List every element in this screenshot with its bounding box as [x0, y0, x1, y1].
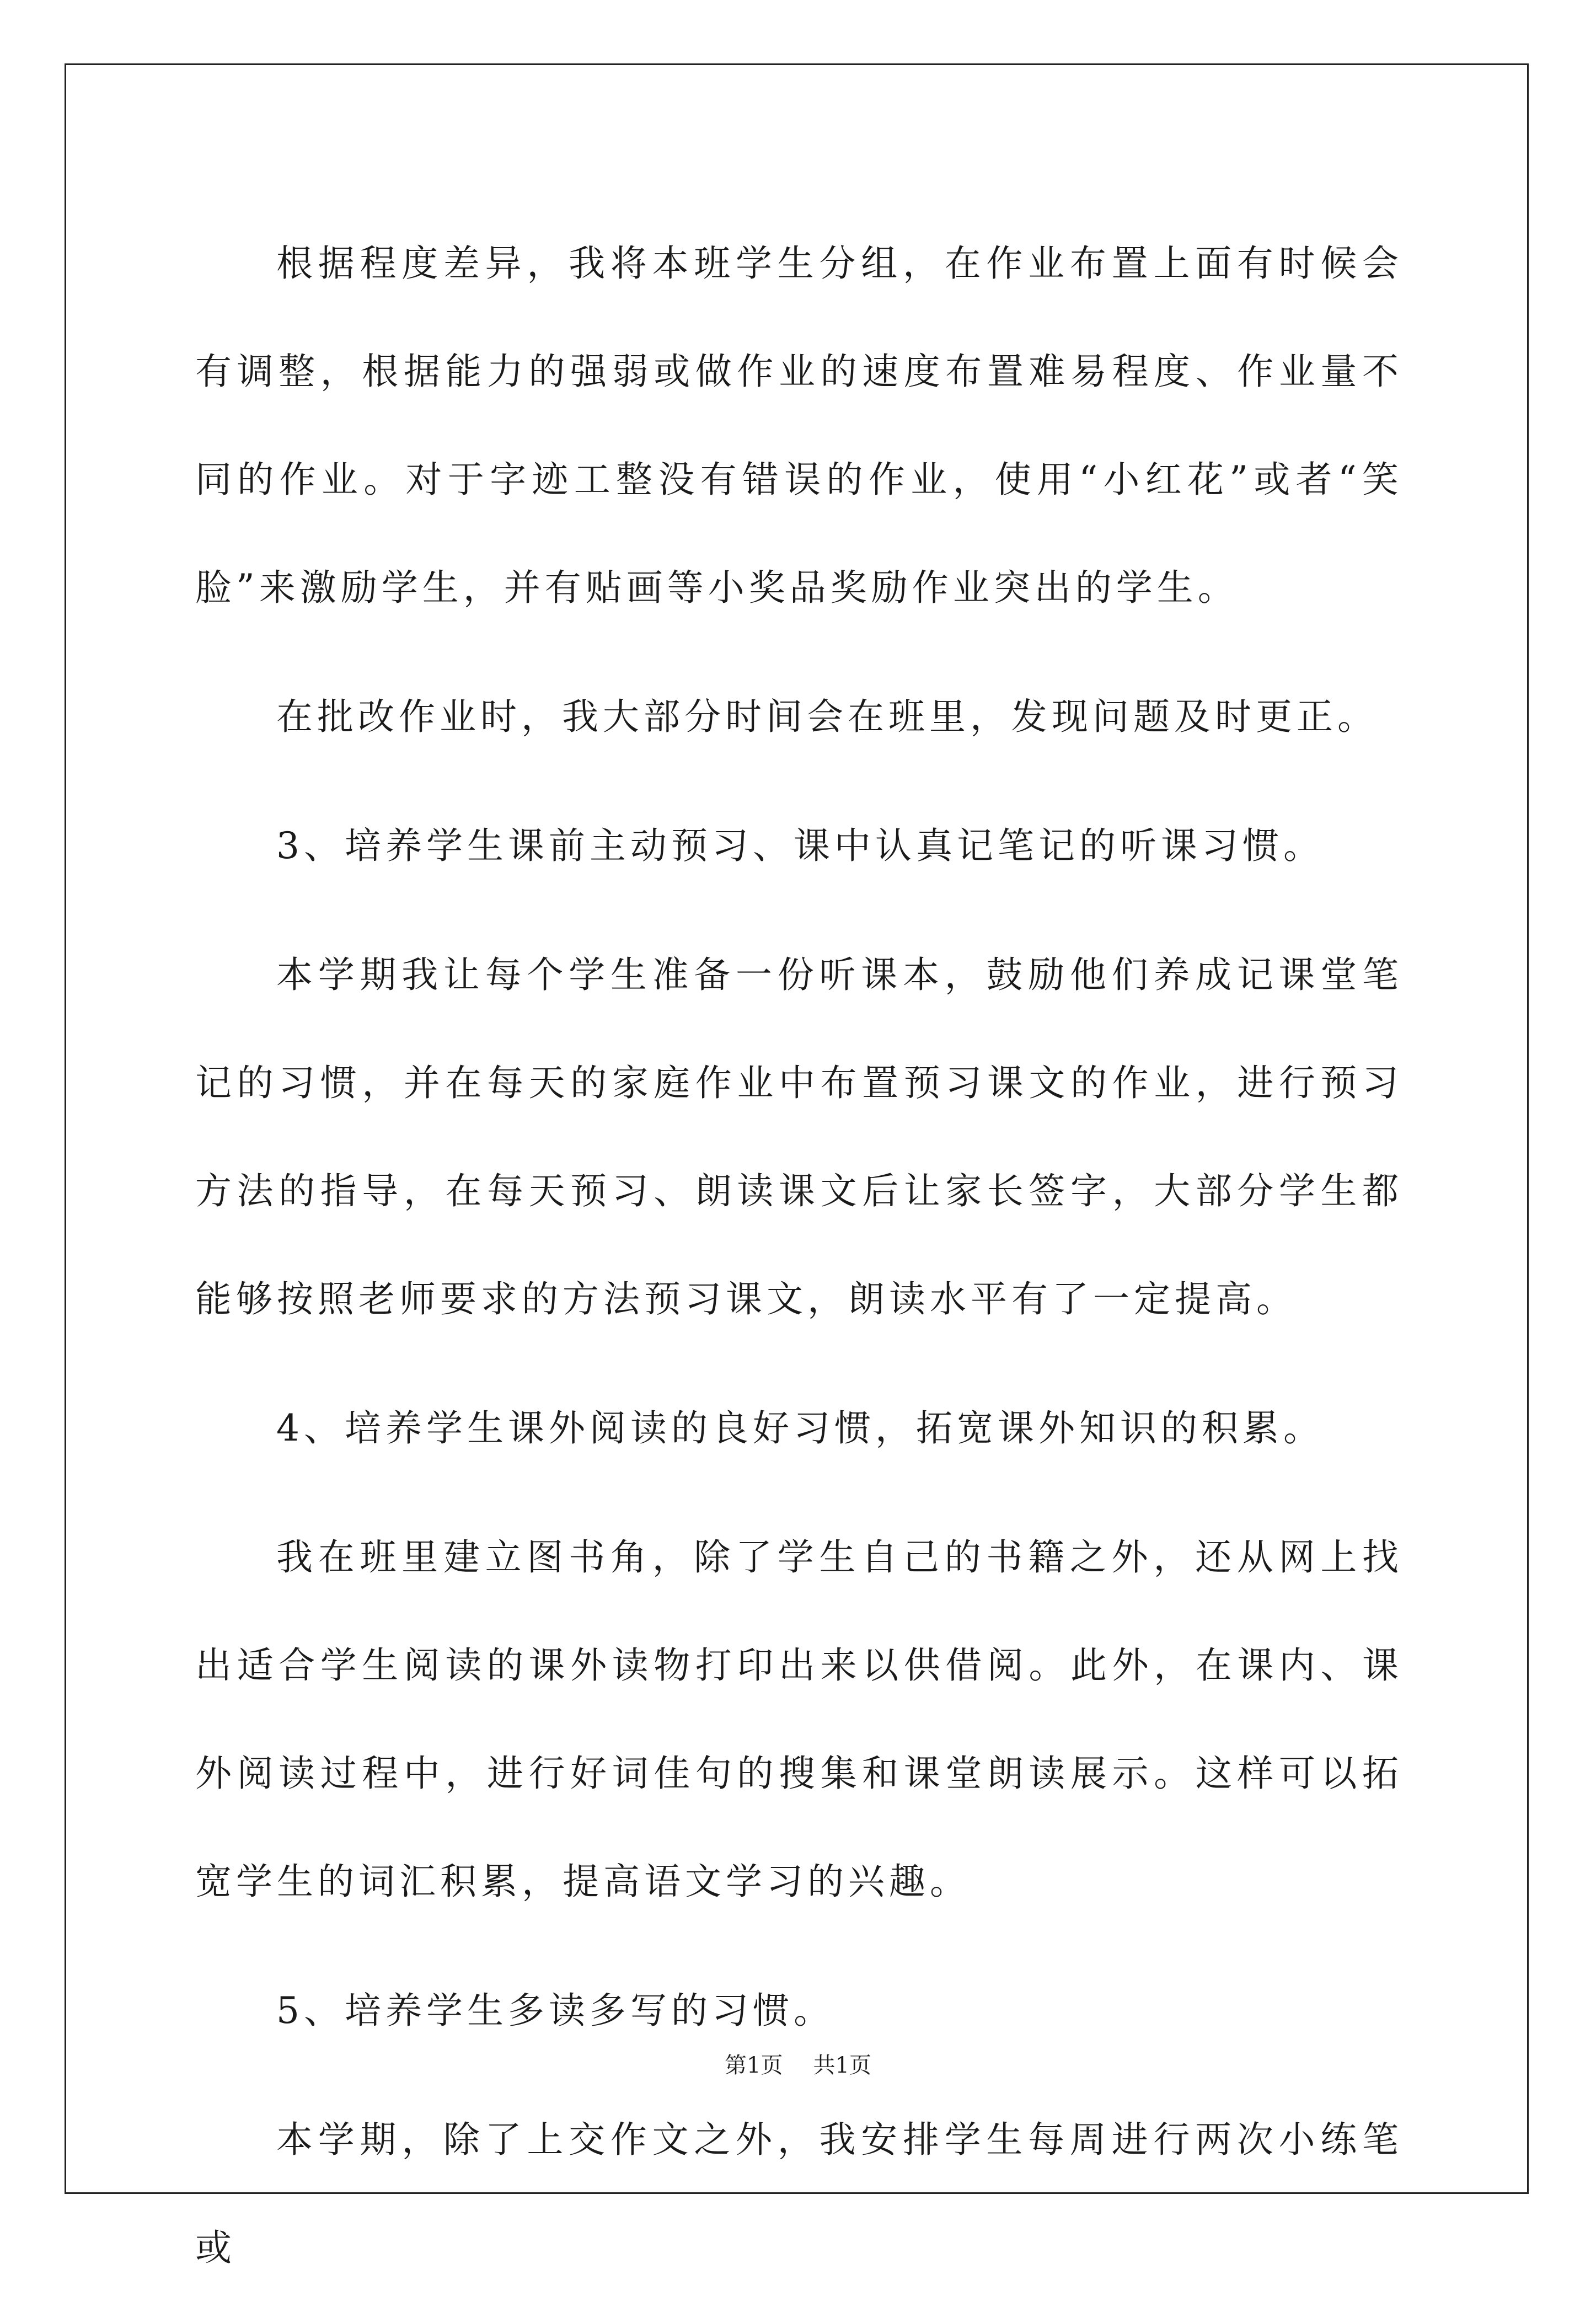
paragraph: 在批改作业时，我大部分时间会在班里，发现问题及时更正。	[276, 695, 1378, 738]
paragraph: 本学期我让每个学生准备一份听课本，鼓励他们养成记课堂笔记的习惯，并在每天的家庭作业中布置预习课文的作业，进行预习方法的指导，在每天预习、朗读课文后让家长签字，大部分学生都能够按照老师要求的方法预习课文，朗读水平有了一定提高。	[195, 954, 1403, 1320]
document-body	[195, 210, 1403, 2323]
page-footer	[0, 2049, 1596, 2082]
paragraph: 本学期，除了上交作文之外，我安排学生每周进行两次小练笔或	[195, 2118, 1403, 2269]
paragraph: 我在班里建立图书角，除了学生自己的书籍之外，还从网上找出适合学生阅读的课外读物打印出来以供借阅。此外，在课内、课外阅读过程中，进行好词佳句的搜集和课堂朗读展示。这样可以拓宽学生的词汇积累，提高语文学习的兴趣。	[195, 1536, 1403, 1903]
paragraph: 3、培养学生课前主动预习、课中认真记笔记的听课习惯。	[276, 825, 1324, 867]
page-number: 第1页	[725, 2053, 783, 2078]
paragraph: 5、培养学生多读多写的习惯。	[276, 1989, 834, 2032]
page-total: 共1页	[813, 2053, 871, 2078]
paragraph: 根据程度差异，我将本班学生分组，在作业布置上面有时候会有调整，根据能力的强弱或做作业的速度布置难易程度、作业量不同的作业。对于字迹工整没有错误的作业，使用“小红花”或者“笑脸”来激励学生，并有贴画等小奖品奖励作业突出的学生。	[195, 242, 1403, 609]
paragraph: 4、培养学生课外阅读的良好习惯，拓宽课外知识的积累。	[276, 1407, 1324, 1449]
